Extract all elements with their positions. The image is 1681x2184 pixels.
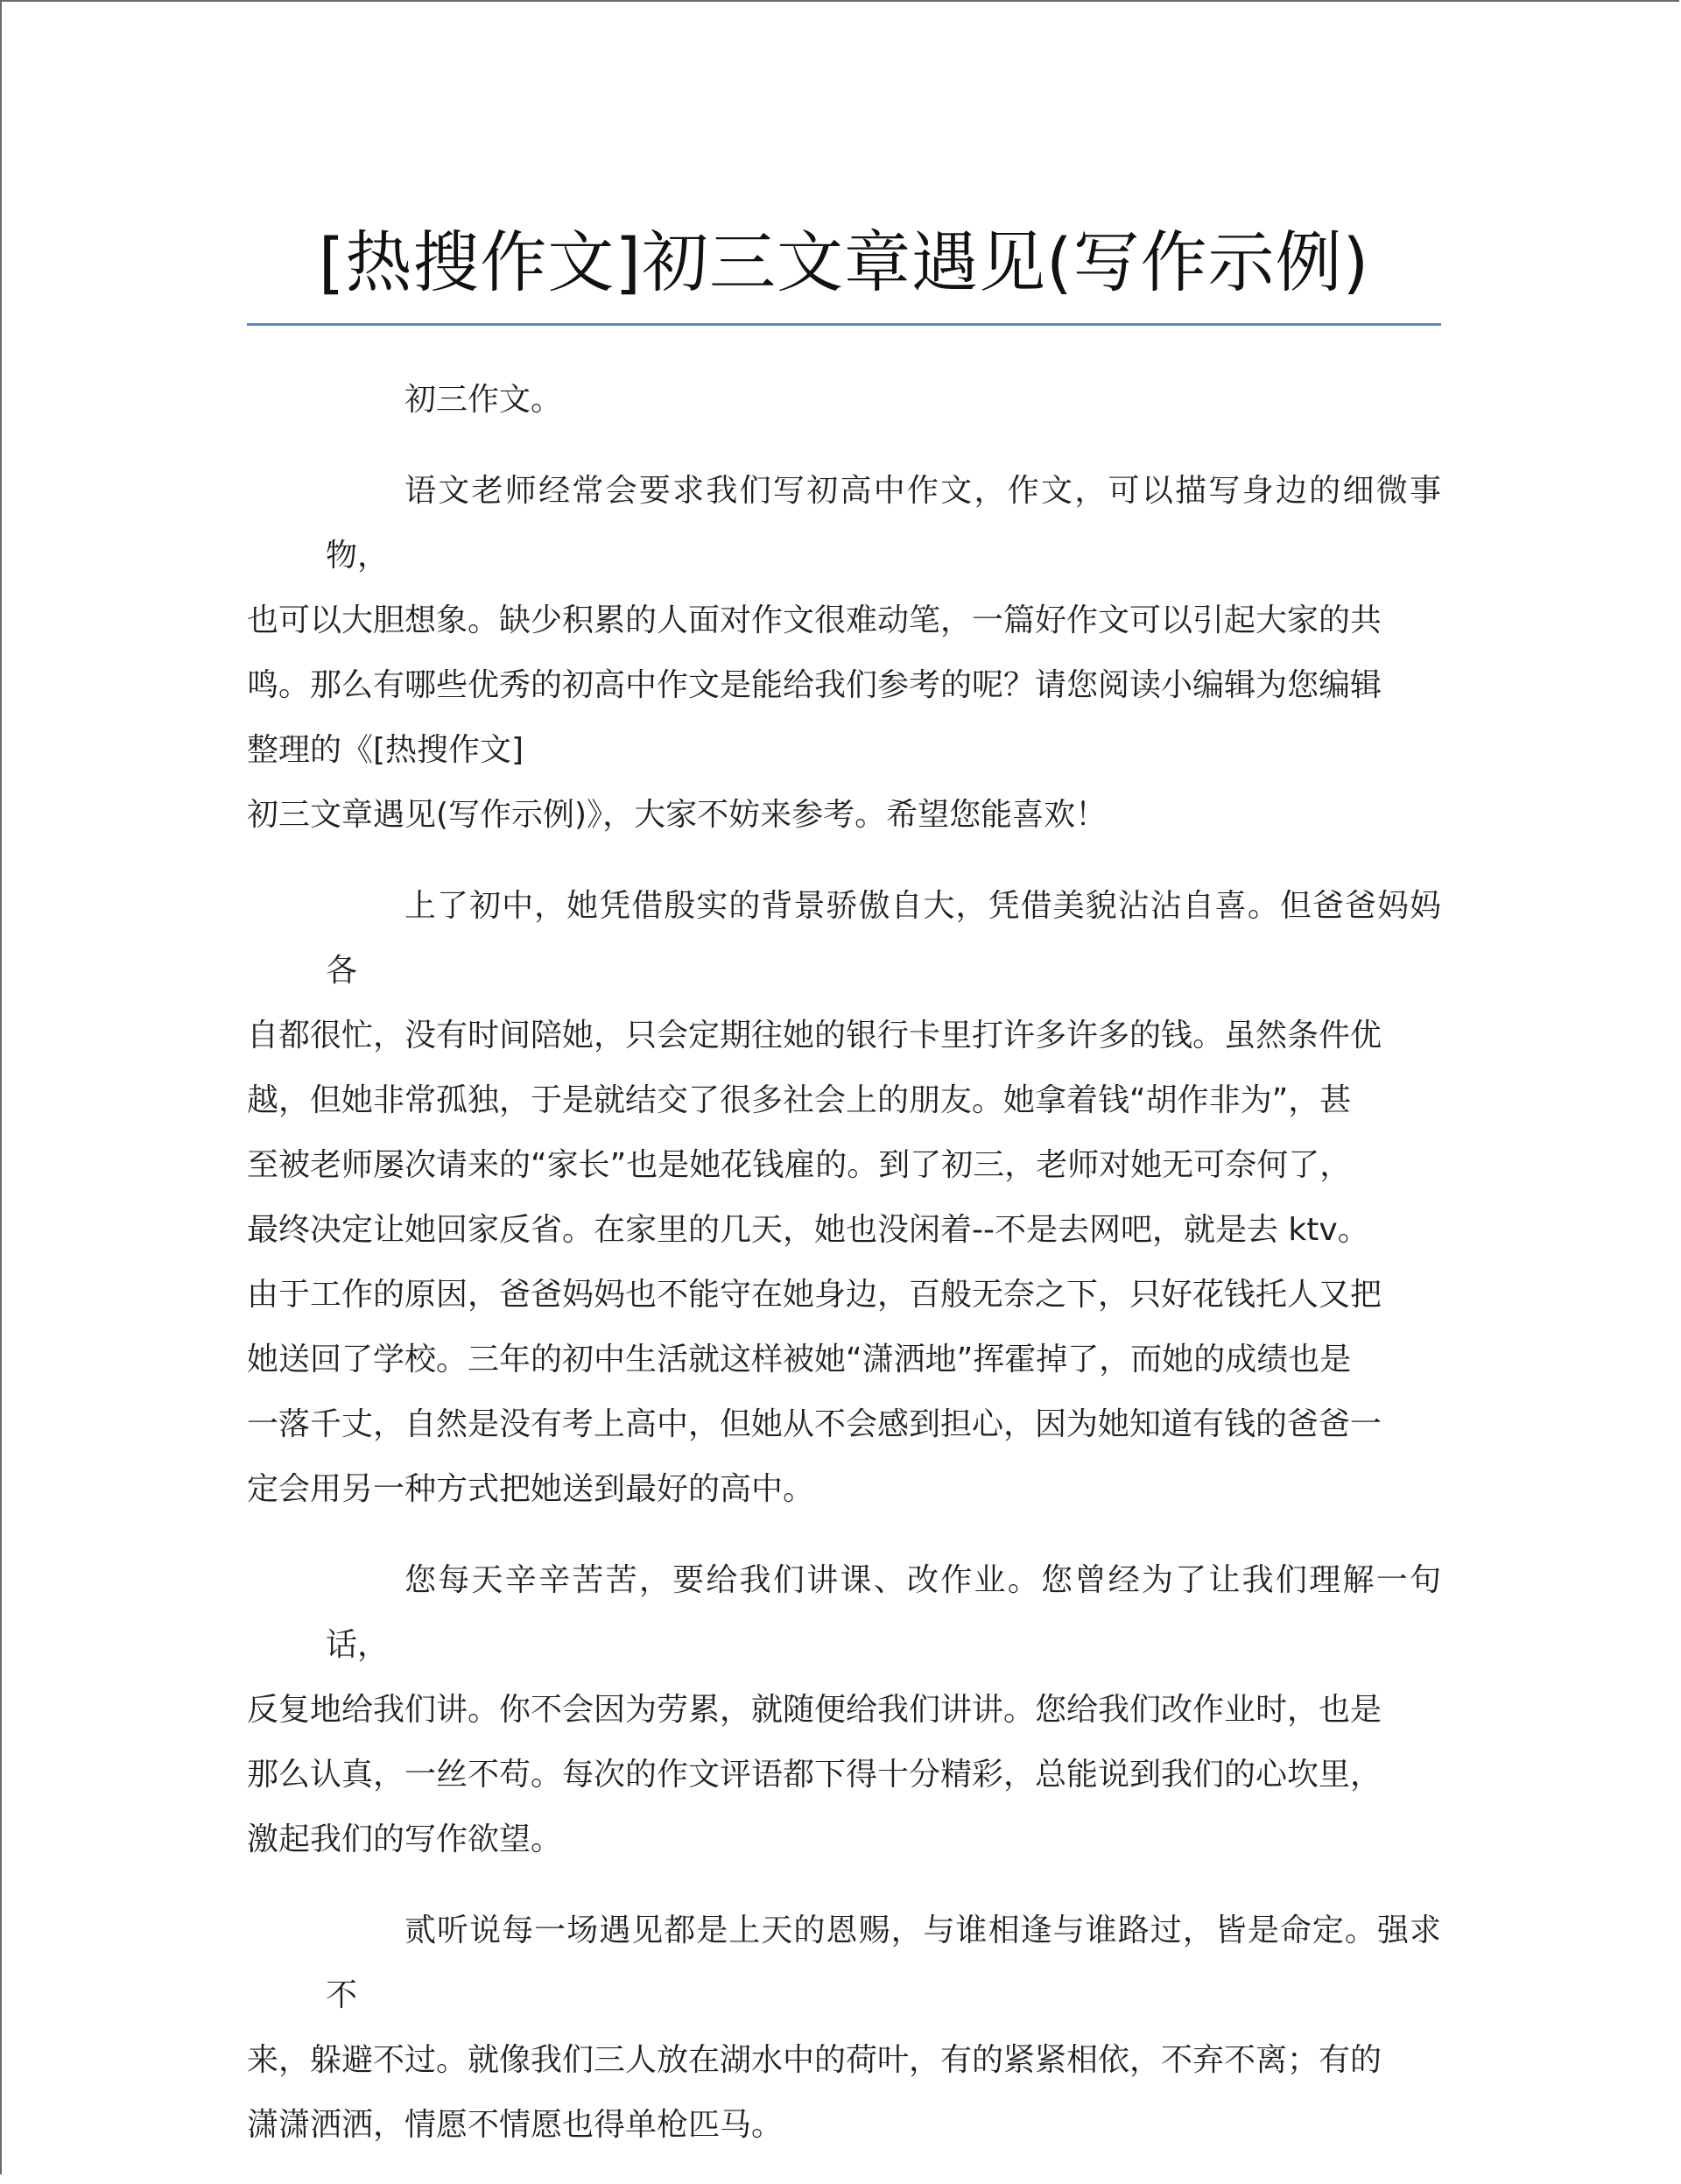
paragraph-line: 她送回了学校。三年的初中生活就这样被她“潇洒地”挥霍掉了，而她的成绩也是 [247,1342,1352,1377]
paragraph [247,874,1441,1522]
paragraph-line: 越，但她非常孤独，于是就结交了很多社会上的朋友。她拿着钱“胡作非为”，甚 [247,1082,1352,1118]
paragraph-line: 自都很忙，没有时间陪她，只会定期往她的银行卡里打许多许多的钱。虽然条件优 [247,1018,1382,1053]
document-body [247,368,1441,2184]
document-title: [热搜作文]初三文章遇见(写作示例) [318,223,1370,301]
paragraph [247,1899,1441,2158]
paragraph-line: 初三作文。 [404,382,563,418]
paragraph-line: 初三文章遇见(写作示例)》，大家不妨来参考。希望您能喜欢！ [247,797,1108,833]
paragraph-line: 潇潇洒洒，情愿不情愿也得单枪匹马。 [247,2107,784,2143]
paragraph-line: 您每天辛辛苦苦，要给我们讲课、改作业。您曾经为了让我们理解一句话， [326,1562,1441,1663]
paragraph-line: 由于工作的原因，爸爸妈妈也不能守在她身边，百般无奈之下，只好花钱托人又把 [247,1277,1382,1313]
paragraph-line: 激起我们的写作欲望。 [247,1821,563,1857]
paragraph-line: 那么认真，一丝不苟。每次的作文评语都下得十分精彩，总能说到我们的心坎里， [247,1757,1382,1793]
paragraph-line: 也可以大胆想象。缺少积累的人面对作文很难动笔，一篇好作文可以引起大家的共 [247,602,1382,638]
paragraph-line: 鸣。那么有哪些优秀的初高中作文是能给我们参考的呢？请您阅读小编辑为您编辑 [247,667,1382,703]
paragraph-line: 整理的《[热搜作文] [247,732,524,768]
paragraph [247,368,1441,433]
paragraph-line: 来，躲避不过。就像我们三人放在湖水中的荷叶，有的紧紧相依，不弃不离；有的 [247,2042,1382,2078]
paragraph-line: 语文老师经常会要求我们写初高中作文，作文，可以描写身边的细微事物， [326,473,1441,574]
paragraph-line: 上了初中，她凭借殷实的背景骄傲自大，凭借美貌沾沾自喜。但爸爸妈妈各 [326,888,1441,989]
paragraph-line: 最终决定让她回家反省。在家里的几天，她也没闲着--不是去网吧，就是去 ktv。 [247,1212,1369,1248]
paragraph [247,1548,1441,1872]
paragraph-line: 至被老师屡次请来的“家长”也是她花钱雇的。到了初三，老师对她无可奈何了， [247,1147,1352,1183]
paragraph-line: 定会用另一种方式把她送到最好的高中。 [247,1471,815,1507]
paragraph-line: 反复地给我们讲。你不会因为劳累，就随便给我们讲讲。您给我们改作业时，也是 [247,1692,1382,1728]
title-underline [247,323,1441,326]
paragraph [247,459,1441,848]
paragraph-line: 贰听说每一场遇见都是上天的恩赐，与谁相逢与谁路过，皆是命定。强求不 [326,1913,1441,2013]
paragraph-line: 一落千丈，自然是没有考上高中，但她从不会感到担心，因为她知道有钱的爸爸一 [247,1406,1382,1442]
